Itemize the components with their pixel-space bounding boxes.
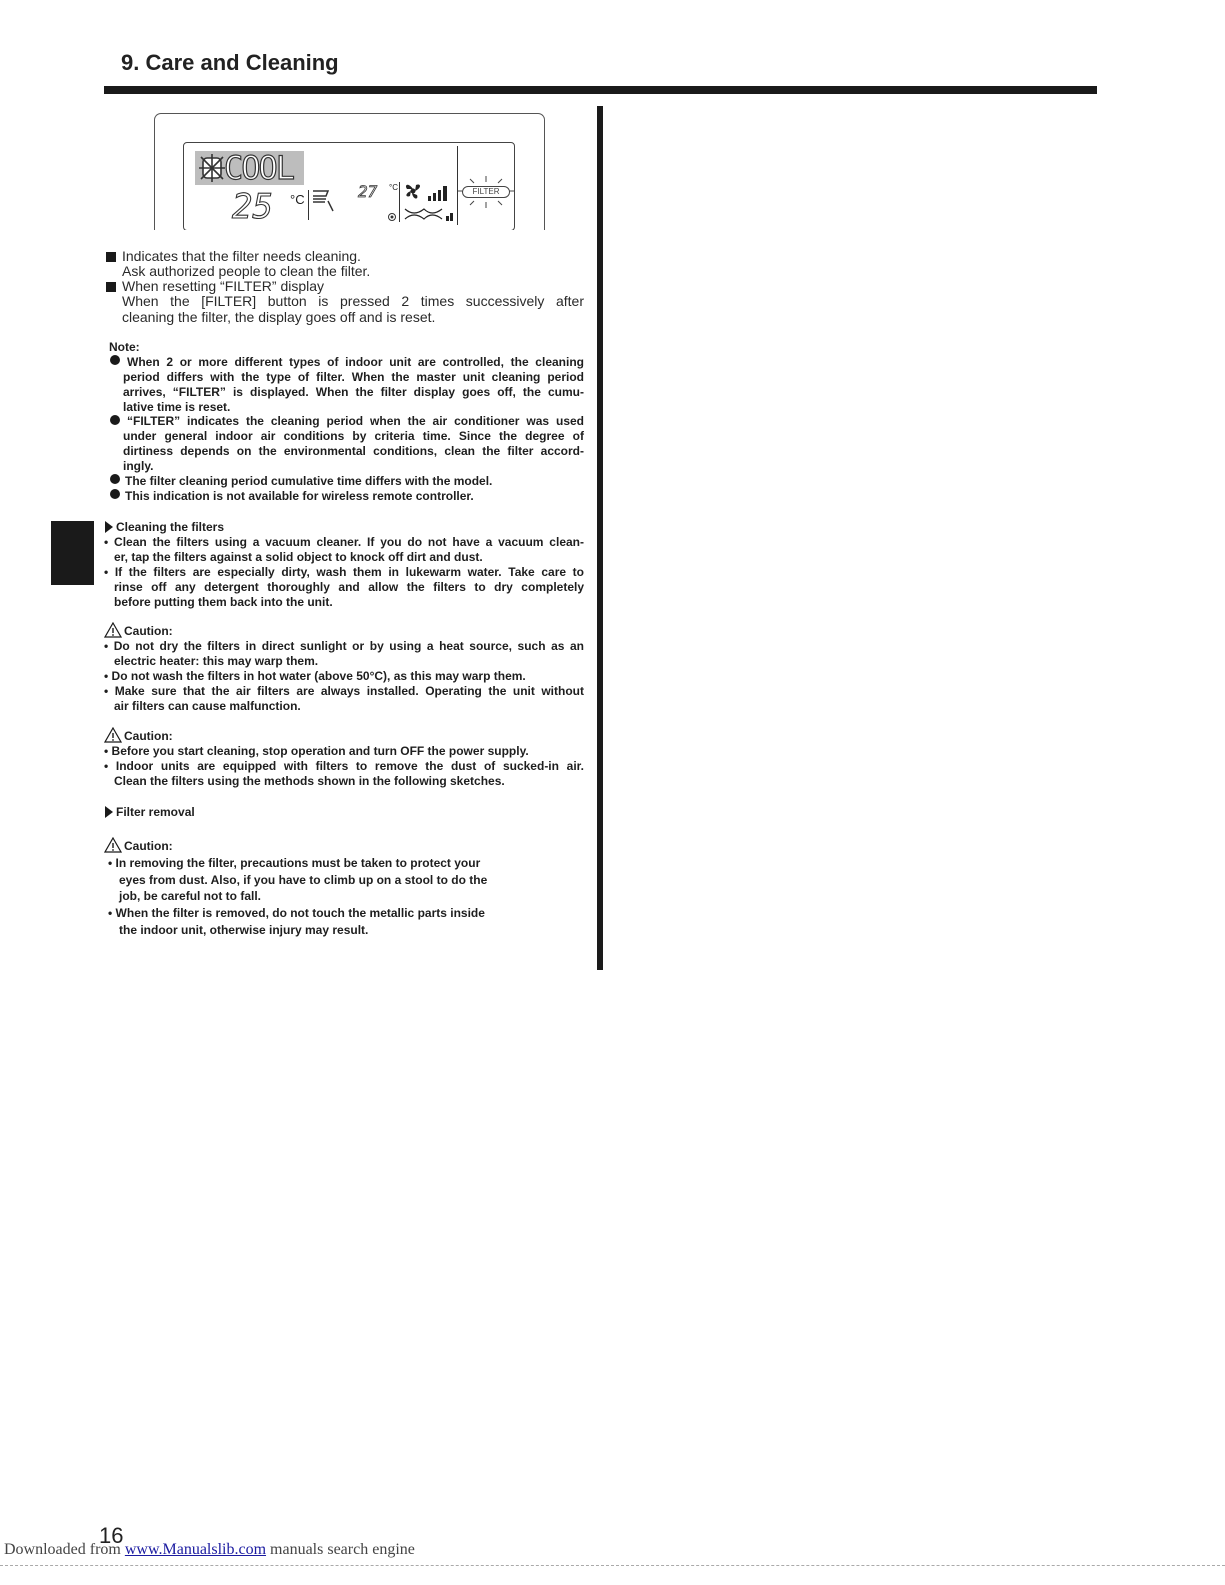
- square-bullet-icon: [106, 252, 116, 262]
- sensor-icon: [387, 212, 397, 222]
- section-arrow-icon: [105, 521, 113, 533]
- room-temperature-unit: °C: [389, 183, 398, 192]
- cleaning-line: er, tap the filters against a solid object to knock off dirt and dust.: [114, 550, 483, 564]
- note-bullet-1-line: arrives, “FILTER” is displayed. When the filter display goes off, the cumu-: [123, 385, 584, 399]
- caution-1-heading: Caution:: [124, 624, 173, 638]
- page-number: 16: [99, 1523, 124, 1548]
- figure-crop: [154, 230, 546, 240]
- round-bullet-icon: [110, 415, 120, 425]
- intro-item-2-line-1: When resetting “FILTER” display: [122, 278, 325, 294]
- download-footer: [4, 1541, 415, 1559]
- note-bullet-1-line: lative time is reset.: [123, 400, 231, 414]
- fan-speed-icon: [402, 180, 454, 204]
- room-temperature: 27: [358, 182, 378, 201]
- note-bullet-2-line: dirtiness depends on the environmental conditions, clean the filter accord-: [123, 444, 584, 458]
- title-rule: [104, 86, 1097, 94]
- note-bullet-1-line: period differs with the type of filter. When the master unit cleaning period: [123, 370, 584, 384]
- vane-icon: [312, 188, 338, 214]
- intro-item-1-line-2: Ask authorized people to clean the filter.: [122, 263, 371, 279]
- round-bullet-icon: [110, 489, 120, 499]
- caution-2-line: Clean the filters using the methods shown in the following sketches.: [114, 774, 505, 788]
- caution-1-line: air filters can cause malfunction.: [114, 699, 301, 713]
- note-bullet-1-line: When 2 or more different types of indoor unit are controlled, the cleaning: [127, 355, 584, 369]
- lcd-divider: [399, 182, 400, 222]
- caution-1-line: electric heater: this may warp them.: [114, 654, 319, 668]
- set-temperature: 25: [232, 187, 273, 227]
- caution-3-line: eyes from dust. Also, if you have to climb up on a stool to do the: [119, 873, 488, 887]
- filter-removal-heading: Filter removal: [116, 805, 195, 819]
- intro-item-2-line-3: cleaning the filter, the display goes off and is reset.: [122, 309, 436, 325]
- caution-2-line: • Before you start cleaning, stop operation and turn OFF the power supply.: [104, 744, 529, 758]
- section-tab-marker: [51, 521, 94, 585]
- caution-3-heading: Caution:: [124, 839, 173, 853]
- cleaning-line: before putting them back into the unit.: [114, 595, 333, 609]
- note-bullet-2-line: under general indoor air conditions by criteria time. Since the degree of: [123, 429, 584, 443]
- caution-3-line: • In removing the filter, precautions must be taken to protect your: [108, 856, 481, 870]
- caution-1-line: • Do not dry the filters in direct sunlight or by using a heat source, such as an: [104, 639, 584, 653]
- set-temperature-unit: °C: [290, 192, 305, 207]
- caution-3-line: • When the filter is removed, do not touch the metallic parts inside: [108, 906, 485, 920]
- cleaning-line: • Clean the filters using a vacuum cleaner. If you do not have a vacuum clean-: [104, 535, 584, 549]
- column-divider: [597, 106, 603, 970]
- footer-prefix: Downloaded from: [4, 1541, 121, 1558]
- section-arrow-icon: [105, 806, 113, 818]
- filter-indicator: FILTER: [462, 186, 510, 198]
- note-bullet-2-line: “FILTER” indicates the cleaning period when the air conditioner was used: [127, 414, 584, 428]
- caution-3-line: job, be careful not to fall.: [119, 889, 262, 903]
- round-bullet-icon: [110, 355, 120, 365]
- footer-dotted-line: [0, 1565, 1225, 1567]
- caution-2-heading: Caution:: [124, 729, 173, 743]
- cleaning-line: • If the filters are especially dirty, wash them in lukewarm water. Take care to: [104, 565, 584, 579]
- note-heading: Note:: [109, 340, 140, 354]
- note-bullet-4: This indication is not available for wireless remote controller.: [125, 489, 474, 503]
- square-bullet-icon: [106, 282, 116, 292]
- caution-2-line: • Indoor units are equipped with filters to remove the dust of sucked-in air.: [104, 759, 584, 773]
- caution-3-line: the indoor unit, otherwise injury may result.: [119, 923, 369, 937]
- note-bullet-3: The filter cleaning period cumulative time differs with the model.: [125, 474, 493, 488]
- warning-triangle-icon: [104, 622, 122, 638]
- page-title: 9. Care and Cleaning: [121, 50, 339, 75]
- caution-1-line: • Do not wash the filters in hot water (above 50°C), as this may warp them.: [104, 669, 526, 683]
- mode-text: COOL: [224, 149, 294, 187]
- footer-suffix: manuals search engine: [270, 1541, 415, 1558]
- round-bullet-icon: [110, 474, 120, 484]
- warning-triangle-icon: [104, 727, 122, 743]
- louver-swing-icon: [402, 205, 454, 223]
- caution-1-line: • Make sure that the air filters are always installed. Operating the unit without: [104, 684, 584, 698]
- note-bullet-2-line: ingly.: [123, 459, 154, 473]
- intro-item-2-line-2: When the [FILTER] button is pressed 2 times successively after: [122, 293, 584, 309]
- warning-triangle-icon: [104, 837, 122, 853]
- manualslib-link[interactable]: www.Manualslib.com: [124, 1541, 267, 1558]
- intro-item-1-line-1: Indicates that the filter needs cleaning.: [122, 248, 361, 264]
- cleaning-heading: Cleaning the filters: [116, 520, 225, 534]
- cleaning-line: rinse off any detergent thoroughly and allow the filters to dry completely: [114, 580, 584, 594]
- lcd-divider: [308, 190, 309, 220]
